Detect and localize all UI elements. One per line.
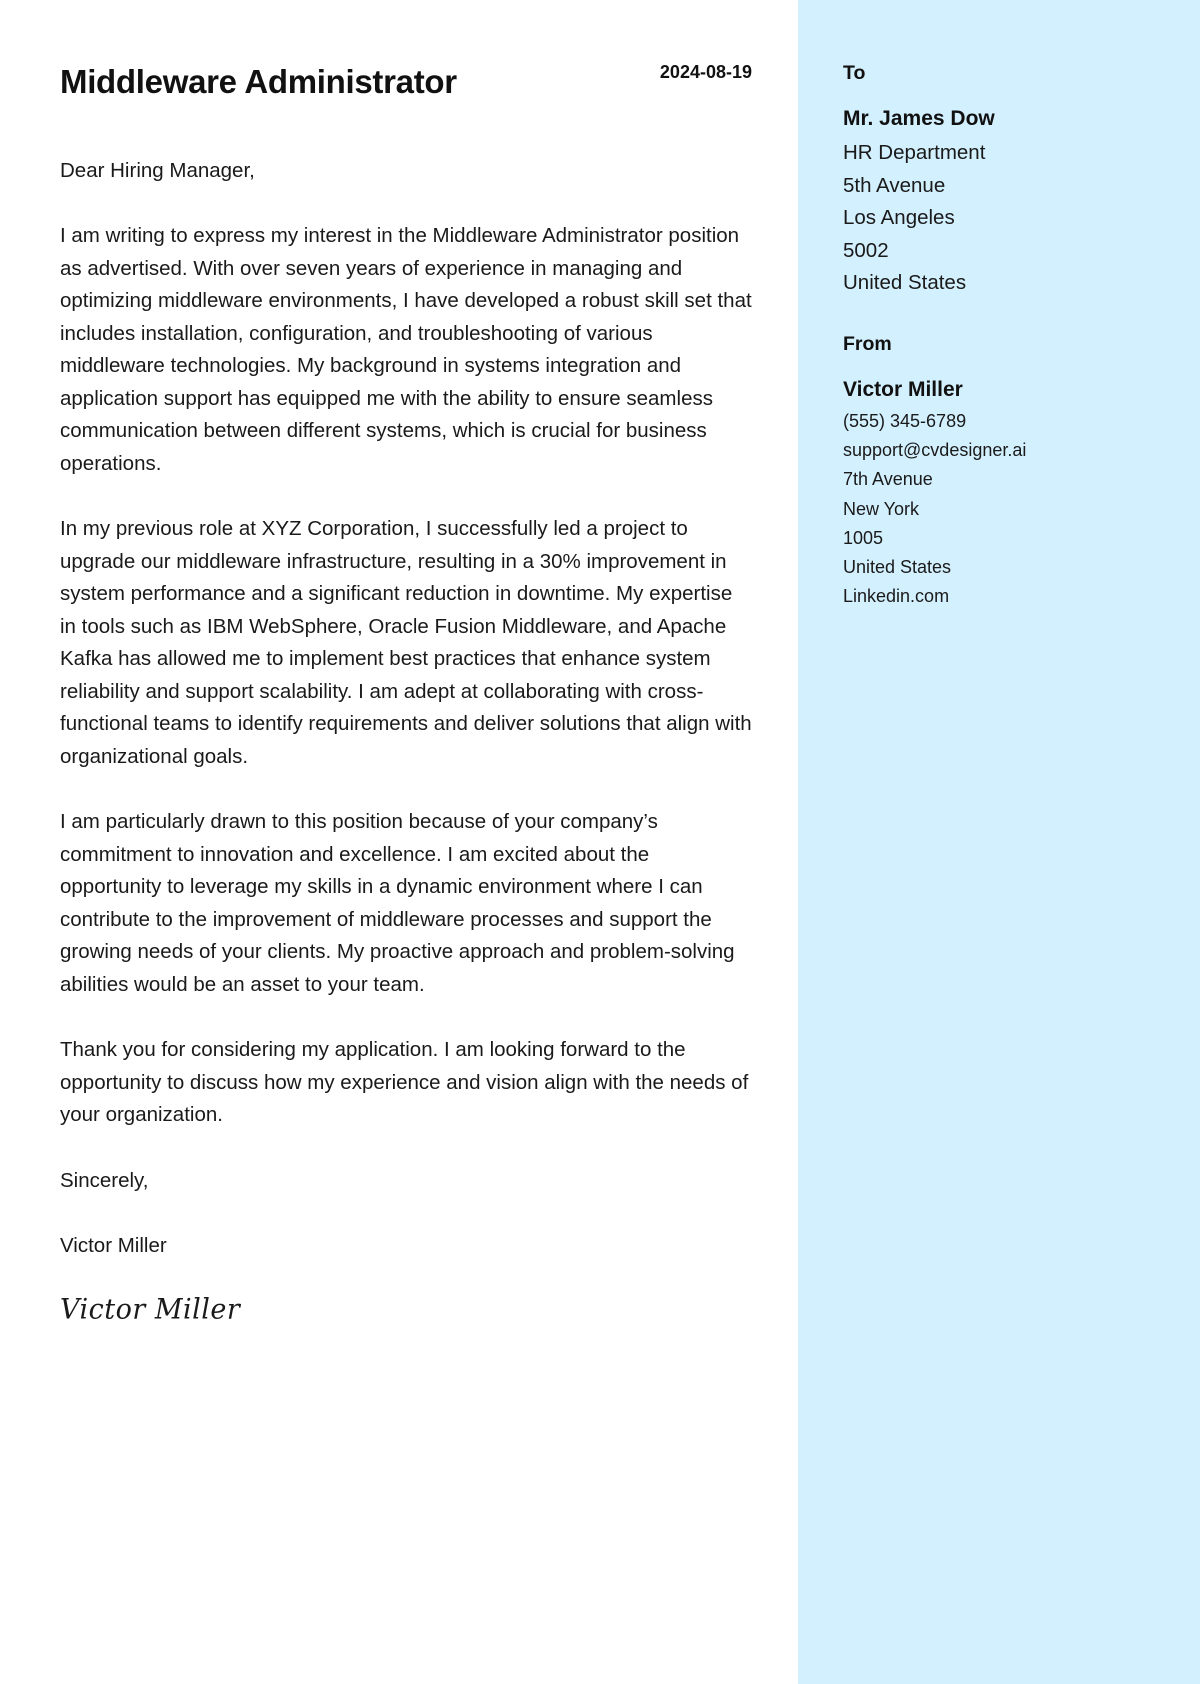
recipient-department: HR Department (843, 141, 986, 164)
sender-phone: (555) 345-6789 (843, 411, 967, 431)
sender-street: 7th Avenue (843, 469, 933, 490)
page-title: Middleware Administrator (60, 63, 457, 100)
sender-website: Linkedin.com (843, 586, 950, 607)
closing-block (60, 1165, 752, 1326)
recipient-street: 5th Avenue (843, 173, 946, 197)
body-paragraph-2: In my previous role at XYZ Corporation, I successfully led a project to upgrade our middleware infrastructure, resulting in a 30% improvement in system performance and a significant reduction in downtime. My expertise in tools such as IBM WebSphere, Oracle Fusion Middleware, and Apache Kafka has allowed me to implement best practices that enhance system reliability and support scalability. I am adept at collaborating with cross-functional teams to identify requirements and deliver solutions that align with organizational goals. (60, 517, 752, 768)
recipient-address (843, 137, 985, 300)
handwritten-signature: Victor Miller (60, 1292, 241, 1326)
to-heading: To (843, 62, 866, 84)
body-paragraph-4: Thank you for considering my application. I am looking forward to the opportunity to discuss how my experience and vision align with the needs of your organization. (60, 1038, 749, 1126)
recipient-city: Los Angeles (843, 206, 955, 229)
sender-contact (843, 407, 1026, 611)
recipient-country: United States (843, 271, 967, 294)
letter-header (60, 0, 752, 140)
letter-date: 2024-08-19 (659, 62, 752, 82)
body-paragraph-1: I am writing to express my interest in the Middleware Administrator position as advertised. With over seven years of experience in managing and optimizing middleware environments, I have developed a robust skill set that includes installation, configuration, and troubleshooting of various middleware technologies. My background in systems integration and application support has equipped me with the ability to ensure seamless communication between different systems, which is crucial for business operations. (60, 224, 752, 475)
cover-letter (60, 0, 752, 1326)
recipient-zip: 5002 (843, 238, 889, 262)
body-paragraph-3: I am particularly drawn to this position because of your company’s commitment to innovation and excellence. I am excited about the opportunity to leverage my skills in a dynamic environment where I can contribute to the improvement of middleware processes and support the growing needs of your clients. My proactive approach and problem-solving abilities would be an asset to your team. (60, 810, 735, 996)
contact-sidebar (798, 0, 1200, 1684)
salutation: Dear Hiring Manager, (60, 159, 255, 182)
sender-email: support@cvdesigner.ai (843, 440, 1027, 461)
letter-body (60, 220, 752, 1326)
sender-city: New York (843, 498, 920, 519)
closing-name: Victor Miller (60, 1234, 167, 1257)
sender-name: Victor Miller (843, 378, 963, 401)
sender-country: United States (843, 557, 952, 578)
sender-zip: 1005 (843, 527, 884, 548)
from-heading: From (843, 333, 892, 355)
closing-phrase: Sincerely, (60, 1168, 149, 1192)
recipient-name: Mr. James Dow (843, 107, 995, 130)
